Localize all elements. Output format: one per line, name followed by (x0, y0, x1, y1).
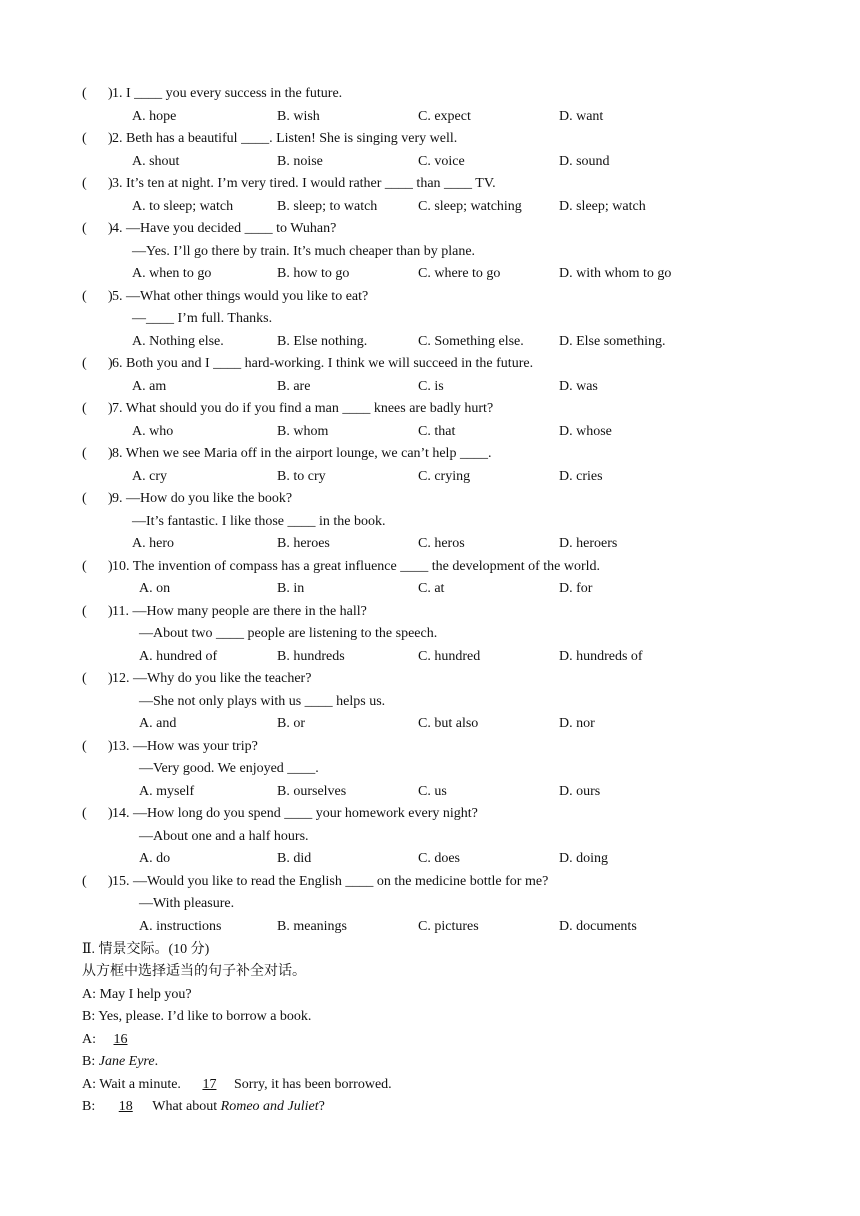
option-c: C. that (418, 423, 456, 439)
question-stem: 2. Beth has a beautiful ____. Listen! She is singing very well. (112, 131, 458, 146)
dialog-reply: —It’s fantastic. I like those ____ in the book. (132, 513, 386, 529)
option-d: D. heroers (559, 536, 618, 551)
option-d: D. sleep; watch (559, 198, 646, 214)
question-stem: 15. —Would you like to read the English ____ on the medicine bottle for me? (112, 873, 549, 889)
option-b: B. meanings (277, 918, 347, 934)
option-c: C. crying (418, 468, 471, 484)
answer-paren-open: ( (82, 401, 87, 416)
dialog-text: What about (152, 1099, 218, 1114)
dialog-reply: —About two ____ people are listening to the speech. (139, 626, 438, 641)
question-stem: 14. —How long do you spend ____ your homework every night? (112, 806, 478, 821)
book-title: Jane Eyre (98, 1054, 155, 1069)
dialog-line-6 (82, 1096, 325, 1118)
answer-paren-close: ) (108, 873, 113, 889)
answer-blank-18: 18 (118, 1099, 133, 1114)
option-a: A. do (139, 851, 171, 866)
option-a: A. instructions (139, 918, 222, 934)
option-d: D. was (559, 378, 598, 394)
answer-paren-close: ) (108, 558, 113, 574)
book-title: Romeo and Juliet (220, 1099, 319, 1114)
dialog-line-4 (82, 1051, 158, 1073)
option-b: B. are (277, 378, 311, 394)
option-d: D. documents (559, 918, 637, 934)
option-a: A. hero (132, 536, 174, 551)
option-a: A. hope (132, 108, 177, 124)
answer-paren-close: ) (108, 738, 113, 754)
option-b: B. wish (277, 108, 320, 124)
answer-paren-open: ( (82, 558, 87, 574)
option-a: A. and (139, 716, 177, 731)
answer-paren-open: ( (82, 806, 87, 821)
speaker-label: B: (82, 1099, 96, 1114)
option-a: A. when to go (132, 266, 212, 281)
dialog-text: Sorry, it has been borrowed. (233, 1077, 392, 1092)
option-a: A. shout (132, 153, 180, 169)
option-c: C. Something else. (418, 333, 524, 349)
option-d: D. want (559, 108, 604, 124)
dialog-reply: —She not only plays with us ____ helps us. (139, 693, 386, 709)
answer-paren-close: ) (108, 446, 113, 461)
option-a: A. to sleep; watch (132, 198, 234, 214)
speaker-label: A: (82, 1032, 96, 1047)
answer-paren-open: ( (82, 603, 87, 619)
option-c: C. pictures (418, 918, 479, 934)
dialog-line-5 (82, 1074, 392, 1096)
answer-paren-close: ) (108, 221, 113, 236)
answer-paren-open: ( (82, 86, 87, 101)
speaker-label: B: (82, 1054, 96, 1069)
option-a: A. am (132, 378, 167, 394)
punctuation: ? (318, 1099, 325, 1114)
answer-paren-close: ) (108, 131, 113, 146)
option-c: C. hundred (418, 648, 481, 664)
question-stem: 9. —How do you like the book? (112, 491, 293, 506)
option-d: D. Else something. (559, 333, 666, 349)
option-d: D. doing (559, 851, 608, 866)
option-a: A. cry (132, 468, 167, 484)
question-stem: 6. Both you and I ____ hard-working. I think we will succeed in the future. (112, 356, 534, 371)
option-a: A. who (132, 423, 174, 439)
option-c: C. us (418, 783, 447, 799)
question-stem: 7. What should you do if you find a man ____ knees are badly hurt? (112, 401, 494, 416)
answer-paren-open: ( (82, 671, 87, 686)
option-d: D. cries (559, 468, 603, 484)
answer-paren-open: ( (82, 131, 87, 146)
question-stem: 1. I ____ you every success in the future. (112, 86, 343, 101)
answer-paren-close: ) (108, 288, 113, 304)
answer-paren-open: ( (82, 446, 87, 461)
option-b: B. ourselves (277, 783, 347, 799)
option-c: C. does (418, 851, 460, 866)
answer-paren-close: ) (108, 176, 113, 191)
dialog-text: A: Wait a minute. (82, 1077, 181, 1092)
option-c: C. at (418, 581, 445, 596)
answer-paren-open: ( (82, 176, 87, 191)
answer-paren-close: ) (108, 356, 113, 371)
option-c: C. heros (418, 536, 465, 551)
option-d: D. nor (559, 716, 595, 731)
option-a: A. hundred of (139, 648, 218, 664)
question-stem: 13. —How was your trip? (112, 738, 258, 754)
question-stem: 3. It’s ten at night. I’m very tired. I would rather ____ than ____ TV. (112, 176, 496, 191)
option-b: B. whom (277, 423, 329, 439)
option-b: B. to cry (277, 468, 326, 484)
option-c: C. voice (418, 153, 465, 169)
question-stem: 4. —Have you decided ____ to Wuhan? (112, 221, 337, 236)
dialog-reply: —Yes. I’ll go there by train. It’s much cheaper than by plane. (132, 243, 476, 259)
option-b: B. did (277, 851, 312, 866)
option-d: D. sound (559, 153, 610, 169)
question-stem: 10. The invention of compass has a great influence ____ the development of the world. (112, 558, 601, 574)
answer-paren-open: ( (82, 221, 87, 236)
option-a: A. on (139, 581, 171, 596)
answer-blank-16: 16 (113, 1032, 128, 1047)
option-c: C. expect (418, 108, 471, 124)
question-stem: 5. —What other things would you like to eat? (112, 288, 369, 304)
answer-blank-17: 17 (202, 1077, 217, 1092)
option-b: B. hundreds (277, 648, 345, 664)
dialog-line-2: B: Yes, please. I’d like to borrow a book. (82, 1009, 312, 1024)
option-b: B. in (277, 581, 305, 596)
question-stem: 12. —Why do you like the teacher? (112, 671, 312, 686)
section-heading: Ⅱ. 情景交际。(10 分) (82, 942, 210, 957)
answer-paren-close: ) (108, 401, 113, 416)
option-b: B. noise (277, 153, 323, 169)
answer-paren-close: ) (108, 671, 113, 686)
option-c: C. sleep; watching (418, 198, 522, 214)
answer-paren-open: ( (82, 288, 87, 304)
option-a: A. myself (139, 783, 195, 799)
option-c: C. where to go (418, 266, 501, 281)
option-d: D. with whom to go (559, 266, 672, 281)
option-b: B. or (277, 716, 305, 731)
answer-paren-open: ( (82, 491, 87, 506)
answer-paren-open: ( (82, 873, 87, 889)
option-b: B. Else nothing. (277, 333, 368, 349)
option-b: B. sleep; to watch (277, 198, 378, 214)
answer-paren-close: ) (108, 86, 113, 101)
section-instruction: 从方框中选择适当的句子补全对话。 (82, 964, 306, 979)
option-c: C. but also (418, 716, 479, 731)
option-b: B. heroes (277, 536, 330, 551)
question-stem: 11. —How many people are there in the hall? (112, 603, 367, 619)
answer-paren-open: ( (82, 356, 87, 371)
dialog-line-3 (82, 1029, 134, 1051)
option-d: D. whose (559, 423, 612, 439)
dialog-reply: —With pleasure. (139, 896, 235, 911)
option-d: D. hundreds of (559, 648, 643, 664)
dialog-reply: —Very good. We enjoyed ____. (139, 761, 319, 776)
answer-paren-open: ( (82, 738, 87, 754)
dialog-line-1: A: May I help you? (82, 987, 192, 1002)
dialog-reply: —____ I’m full. Thanks. (132, 311, 273, 326)
option-a: A. Nothing else. (132, 333, 224, 349)
option-d: D. ours (559, 783, 601, 799)
punctuation: . (154, 1054, 159, 1069)
answer-paren-close: ) (108, 603, 113, 619)
option-d: D. for (559, 581, 593, 596)
question-stem: 8. When we see Maria off in the airport lounge, we can’t help ____. (112, 446, 492, 461)
option-b: B. how to go (277, 266, 350, 281)
dialog-reply: —About one and a half hours. (139, 828, 309, 844)
option-c: C. is (418, 378, 444, 394)
answer-paren-close: ) (108, 806, 113, 821)
answer-paren-close: ) (108, 491, 113, 506)
